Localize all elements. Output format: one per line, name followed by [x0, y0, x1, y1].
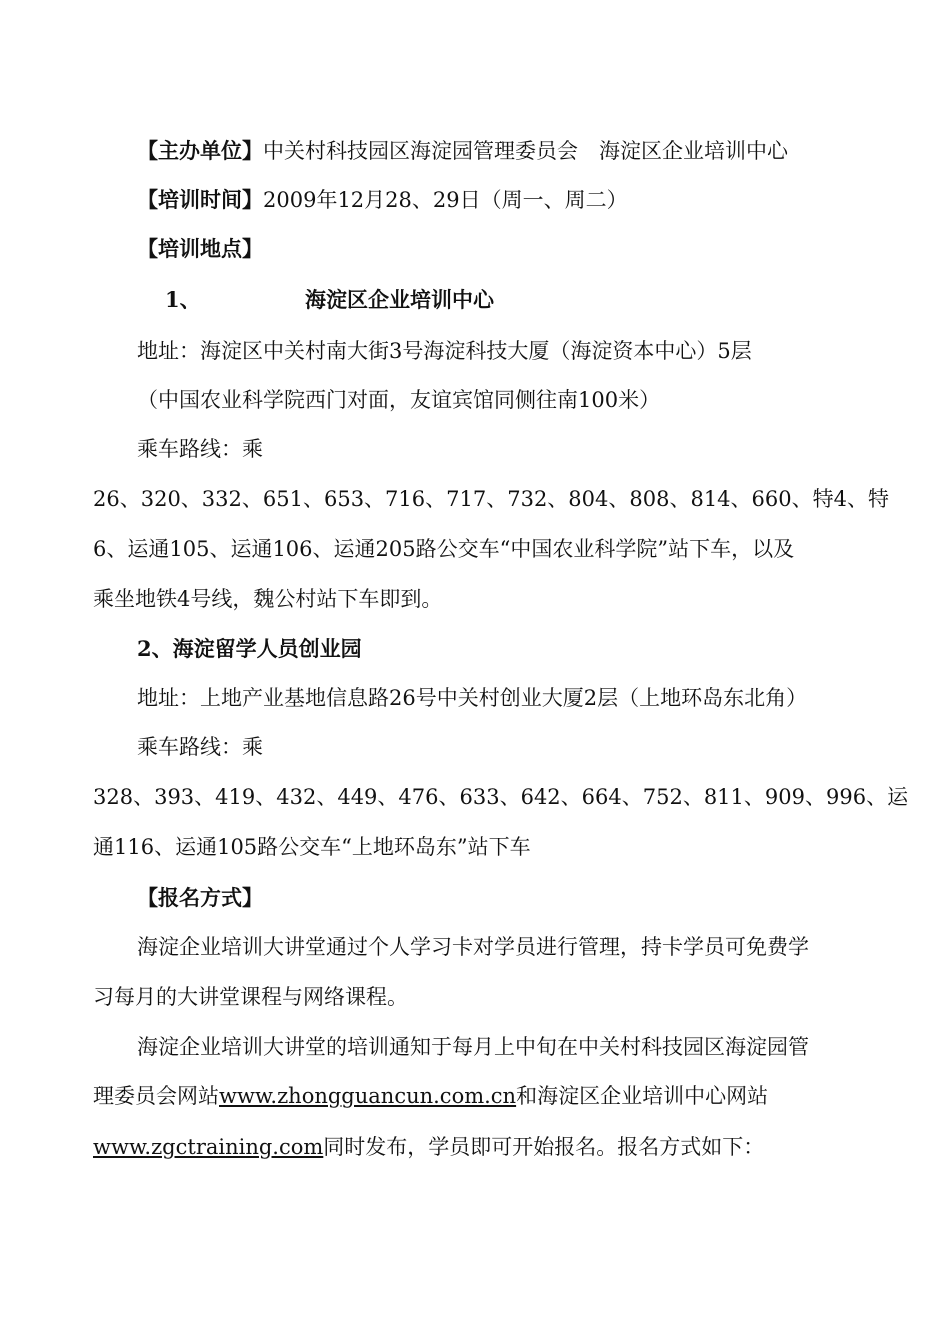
registration-para2-line3-suffix: 同时发布，学员即可开始报名。报名方式如下： — [323, 1135, 765, 1159]
time-line — [137, 185, 950, 215]
registration-para1-line2: 习每月的大讲堂课程与网络课程。 — [93, 985, 408, 1009]
registration-para2-line3 — [93, 1132, 950, 1162]
site2-address: 地址：上地产业基地信息路26号中关村创业大厦2层（上地环岛东北角） — [137, 686, 808, 710]
location-label: 【培训地点】 — [137, 236, 263, 261]
time-label: 【培训时间】 — [137, 187, 263, 212]
organizer-line — [137, 136, 950, 166]
site2-route-line2: 通116、运通105路公交车“上地环岛东”站下车 — [93, 835, 531, 859]
registration-para2-suffix: 和海淀区企业培训中心网站 — [516, 1084, 769, 1108]
time-value: 2009年12月28、29日（周一、周二） — [263, 188, 628, 212]
registration-label: 【报名方式】 — [137, 885, 263, 910]
organizer-value: 中关村科技园区海淀园管理委员会 海淀区企业培训中心 — [263, 139, 788, 163]
zgctraining-link[interactable]: www.zgctraining.com — [93, 1135, 324, 1159]
site2-route-line1: 328、393、419、432、449、476、633、642、664、752、811、909、996、运 — [93, 785, 909, 809]
site1-route-line2: 6、运通105、运通106、运通205路公交车“中国农业科学院”站下车，以及 — [93, 537, 795, 561]
site1-address-note: （中国农业科学院西门对面，友谊宾馆同侧往南100米） — [137, 388, 661, 412]
zhongguancun-link[interactable]: www.zhongguancun.com.cn — [219, 1084, 517, 1108]
site1-route-line3: 乘坐地铁4号线，魏公村站下车即到。 — [93, 587, 443, 611]
site2-route-label: 乘车路线：乘 — [137, 735, 263, 759]
registration-para2-line1: 海淀企业培训大讲堂的培训通知于每月上中旬在中关村科技园区海淀园管 — [137, 1035, 809, 1059]
site1-route-line1: 26、320、332、651、653、716、717、732、804、808、814、660、特4、特 — [93, 487, 889, 511]
registration-para2-prefix: 理委员会网站 — [93, 1084, 219, 1108]
site1-name: 海淀区企业培训中心 — [305, 287, 494, 312]
site1-number: 1、 — [165, 287, 201, 312]
site1-address: 地址：海淀区中关村南大街3号海淀科技大厦（海淀资本中心）5层 — [137, 339, 752, 363]
registration-para2-line2 — [93, 1081, 950, 1111]
site2-title: 2、海淀留学人员创业园 — [137, 636, 362, 661]
registration-para1-line1: 海淀企业培训大讲堂通过个人学习卡对学员进行管理，持卡学员可免费学 — [137, 935, 809, 959]
organizer-label: 【主办单位】 — [137, 138, 263, 163]
site1-route-label: 乘车路线：乘 — [137, 437, 263, 461]
